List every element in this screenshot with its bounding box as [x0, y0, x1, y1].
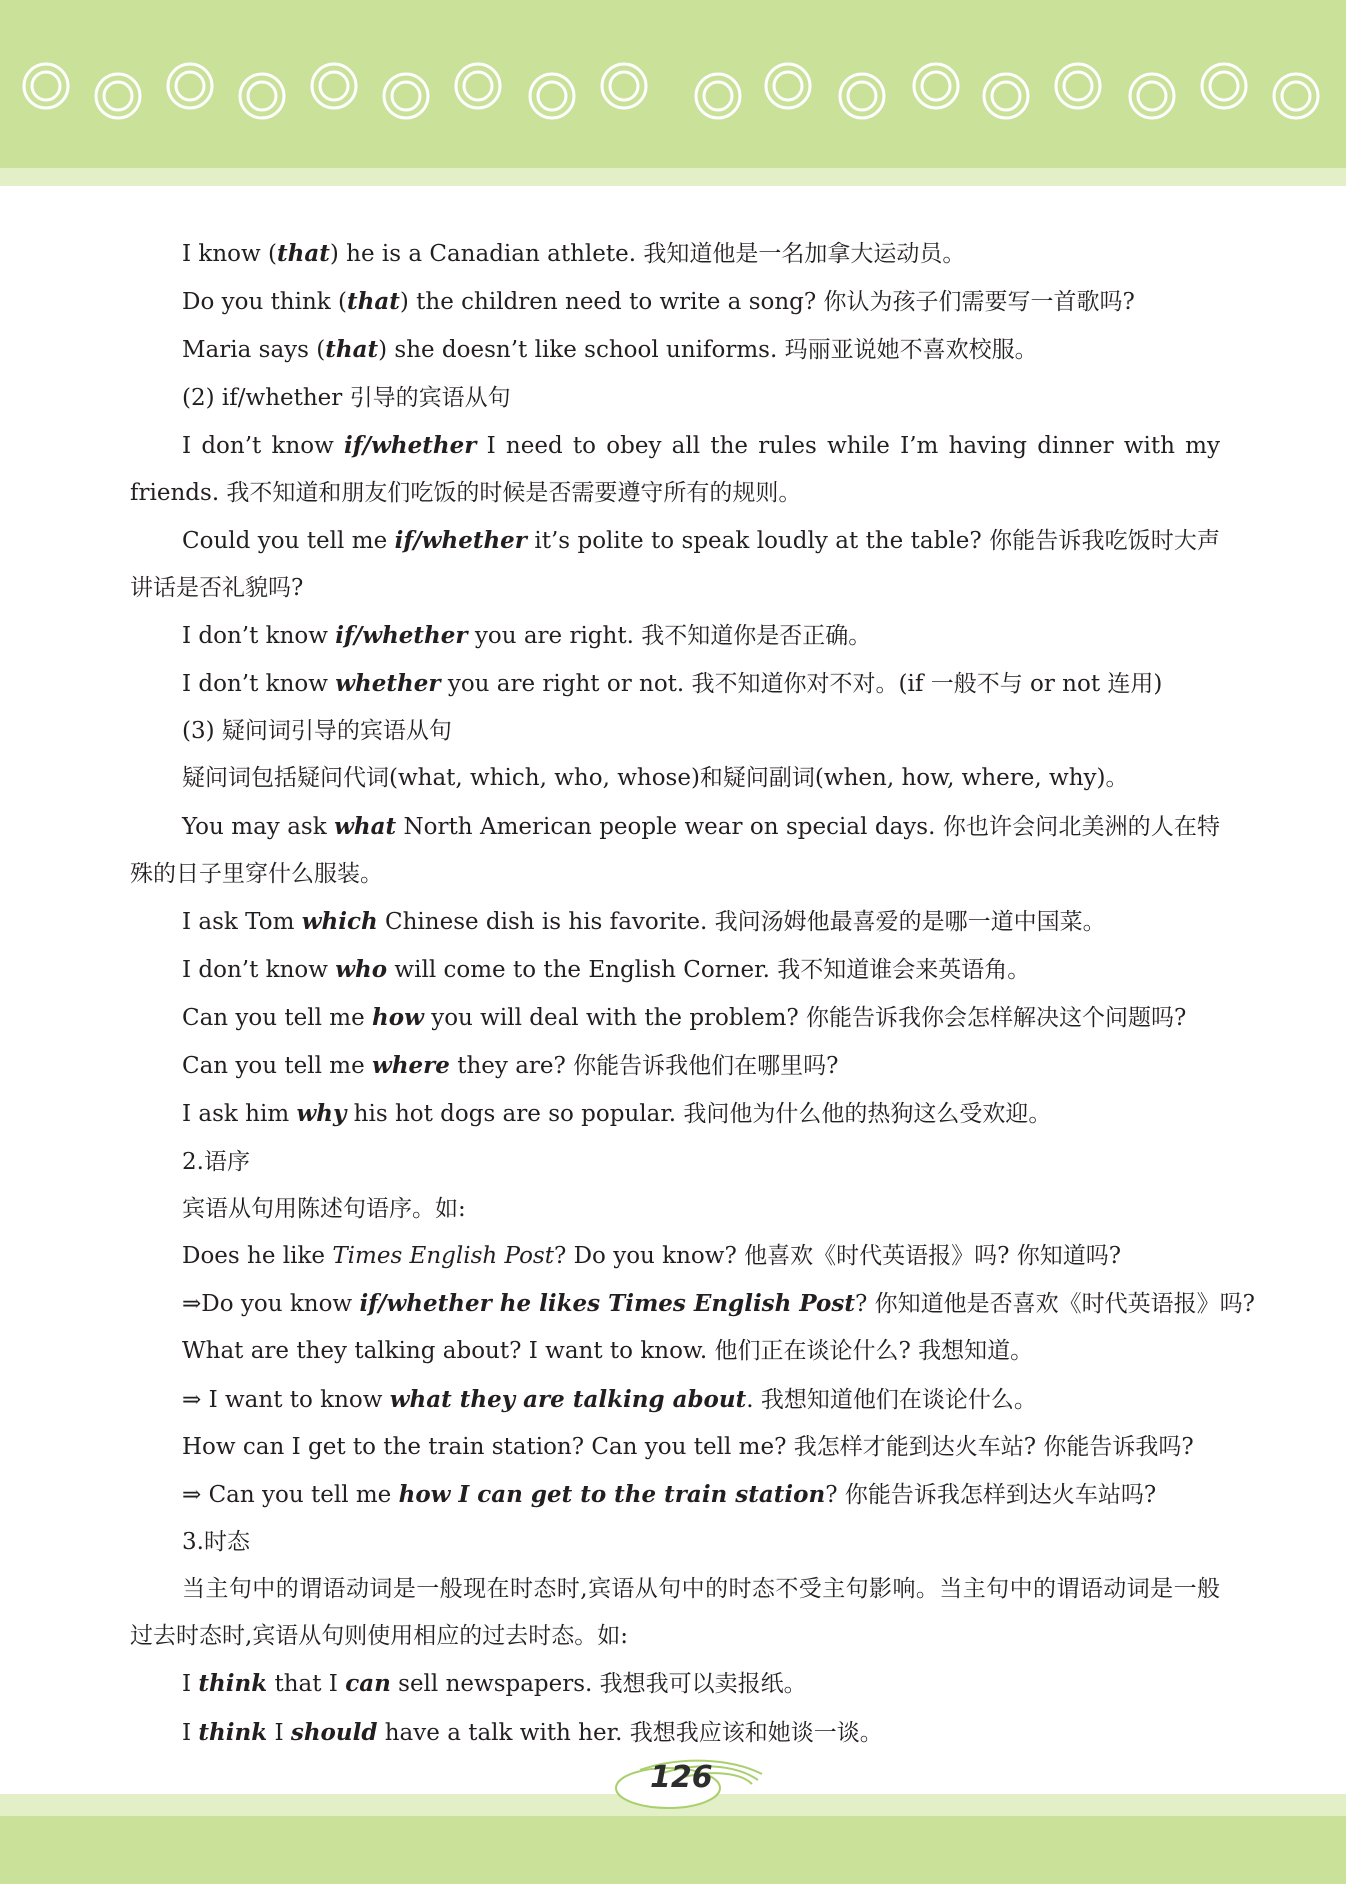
- ring-icon: [464, 72, 492, 100]
- example-line: I think I should have a talk with her. 我想我应该和她谈一谈。: [182, 1718, 883, 1746]
- section-heading: (3) 疑问词引导的宾语从句: [182, 718, 452, 745]
- ring-icon: [774, 72, 802, 100]
- note-line: 疑问词包括疑问代词(what, which, who, whose)和疑问副词(when, how, where, why)。: [182, 765, 1129, 792]
- ring-icon: [610, 72, 638, 100]
- example-line: I don’t know whether you are right or not. 我不知道你对不对。(if 一般不与 or not 连用): [182, 670, 1163, 698]
- section-heading: 2.语序: [182, 1148, 250, 1175]
- example-line: I know (that) he is a Canadian athlete. 我知道他是一名加拿大运动员。: [182, 240, 966, 267]
- example-line: Can you tell me how you will deal with the problem? 你能告诉我你会怎样解决这个问题吗?: [182, 1004, 1187, 1032]
- example-paragraph: You may ask what North American people wear on special days. 你也许会问北美洲的人在特殊的日子里穿什么服装。: [130, 812, 1221, 887]
- note-paragraph: 当主句中的谓语动词是一般现在时态时,宾语从句中的时态不受主句影响。当主句中的谓语动词是一般过去时态时,宾语从句则使用相应的过去时态。如:: [130, 1576, 1220, 1650]
- ring-icon: [704, 82, 732, 110]
- ring-icon: [848, 82, 876, 110]
- section-heading: 3.时态: [182, 1529, 250, 1556]
- ring-icon: [1138, 82, 1166, 110]
- ring-icon: [104, 82, 132, 110]
- example-line: I ask Tom which Chinese dish is his favorite. 我问汤姆他最喜爱的是哪一道中国菜。: [182, 907, 1106, 935]
- example-paragraph: Could you tell me if/whether it’s polite to speak loudly at the table? 你能告诉我吃饭时大声讲话是否礼貌吗?: [130, 526, 1220, 601]
- ring-icon: [1282, 82, 1310, 110]
- ring-icon: [1210, 72, 1238, 100]
- ring-row: [0, 0, 1346, 168]
- section-heading: (2) if/whether 引导的宾语从句: [182, 384, 511, 411]
- example-line: I don’t know who will come to the English Corner. 我不知道谁会来英语角。: [182, 955, 1031, 983]
- ring-icon: [538, 82, 566, 110]
- example-line: Do you think (that) the children need to write a song? 你认为孩子们需要写一首歌吗?: [182, 288, 1135, 316]
- example-line: I ask him why his hot dogs are so popular. 我问他为什么他的热狗这么受欢迎。: [182, 1100, 1052, 1128]
- ring-icon: [392, 82, 420, 110]
- example-line: Does he like Times English Post? Do you know? 他喜欢《时代英语报》吗? 你知道吗?: [182, 1243, 1122, 1270]
- ring-icon: [1064, 72, 1092, 100]
- example-line: Can you tell me where they are? 你能告诉我他们在哪里吗?: [182, 1052, 839, 1080]
- example-line: ⇒ I want to know what they are talking about. 我想知道他们在谈论什么。: [182, 1385, 1037, 1413]
- ring-icon: [176, 72, 204, 100]
- example-line: ⇒Do you know if/whether he likes Times English Post? 你知道他是否喜欢《时代英语报》吗?: [182, 1290, 1255, 1318]
- ring-icon: [32, 72, 60, 100]
- page-number: 126: [650, 1760, 713, 1795]
- page-body: [130, 230, 1255, 1757]
- ring-icon: [922, 72, 950, 100]
- ring-icon: [248, 82, 276, 110]
- example-line: How can I get to the train station? Can you tell me? 我怎样才能到达火车站? 你能告诉我吗?: [182, 1433, 1194, 1460]
- page-number-badge: [600, 1752, 770, 1818]
- example-line: What are they talking about? I want to know. 他们正在谈论什么? 我想知道。: [182, 1338, 1034, 1365]
- example-line: ⇒ Can you tell me how I can get to the train station? 你能告诉我怎样到达火车站吗?: [182, 1481, 1157, 1509]
- example-line: I think that I can sell newspapers. 我想我可以卖报纸。: [182, 1670, 807, 1698]
- ring-icon: [992, 82, 1020, 110]
- example-paragraph: I don’t know if/whether I need to obey all the rules while I’m having dinner with my friends. 我不知道和朋友们吃饭的时候是否需要遵守所有的规则。: [130, 431, 1220, 506]
- top-banner-strip: [0, 168, 1346, 186]
- note-line: 宾语从句用陈述句语序。如:: [182, 1195, 466, 1222]
- example-line: I don’t know if/whether you are right. 我不知道你是否正确。: [182, 621, 872, 649]
- ring-icon: [320, 72, 348, 100]
- example-line: Maria says (that) she doesn’t like school uniforms. 玛丽亚说她不喜欢校服。: [182, 336, 1038, 364]
